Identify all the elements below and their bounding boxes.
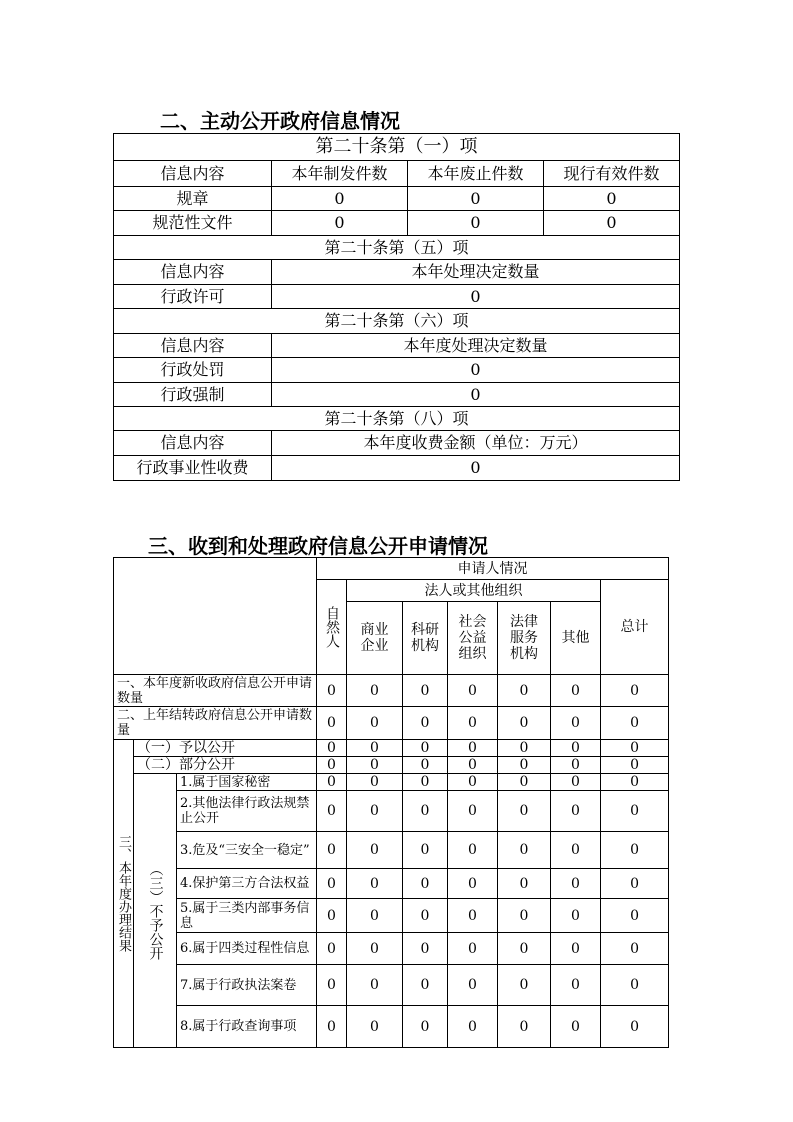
cell-value: 0 xyxy=(551,757,601,774)
cell-value: 0 xyxy=(551,899,601,933)
cell-value: 0 xyxy=(347,757,403,774)
row-label: 规范性文件 xyxy=(114,211,272,236)
cell-value: 0 xyxy=(601,707,669,740)
col-header: 本年处理决定数量 xyxy=(272,260,680,285)
row-label: 规章 xyxy=(114,187,272,211)
cell-value: 0 xyxy=(498,740,551,757)
col-header: 信息内容 xyxy=(114,431,272,456)
col-header: 科研机构 xyxy=(403,602,448,675)
cell-value: 0 xyxy=(448,757,498,774)
natural-person-header: 自然人 xyxy=(317,580,347,675)
col-header: 本年度收费金额（单位：万元） xyxy=(272,431,680,456)
cell-value: 0 xyxy=(317,757,347,774)
cell-value: 0 xyxy=(317,965,347,1006)
cell-value: 0 xyxy=(448,774,498,791)
cell-value: 0 xyxy=(448,933,498,965)
cell-value: 0 xyxy=(347,1006,403,1048)
applicant-header: 申请人情况 xyxy=(317,558,669,580)
cell-value: 0 xyxy=(551,774,601,791)
col-header: 现行有效件数 xyxy=(544,161,680,187)
cell-value: 0 xyxy=(272,456,680,481)
col-header: 本年度处理决定数量 xyxy=(272,334,680,358)
cell-value: 0 xyxy=(544,211,680,236)
row-label: 5.属于三类内部事务信息 xyxy=(177,899,317,933)
cell-value: 0 xyxy=(551,707,601,740)
row-label: 二、上年结转政府信息公开申请数量 xyxy=(114,707,317,740)
cell-value: 0 xyxy=(317,1006,347,1048)
cell-value: 0 xyxy=(317,869,347,899)
cell-value: 0 xyxy=(347,965,403,1006)
cell-value: 0 xyxy=(403,899,448,933)
cell-value: 0 xyxy=(403,933,448,965)
cell-value: 0 xyxy=(347,791,403,832)
cell-value: 0 xyxy=(403,791,448,832)
col-header: 本年制发件数 xyxy=(272,161,408,187)
cell-value: 0 xyxy=(403,774,448,791)
application-table xyxy=(113,557,669,1048)
result-group-label: 三、本年度办理结果 xyxy=(114,740,134,1048)
row-label: （二）部分公开 xyxy=(134,757,317,774)
art20-5-title: 第二十条第（五）项 xyxy=(114,236,680,260)
cell-value: 0 xyxy=(347,774,403,791)
row-label: 6.属于四类过程性信息 xyxy=(177,933,317,965)
cell-value: 0 xyxy=(317,832,347,869)
col-header: 社会公益组织 xyxy=(448,602,498,675)
cell-value: 0 xyxy=(448,740,498,757)
cell-value: 0 xyxy=(272,383,680,407)
col-header: 本年废止件数 xyxy=(408,161,544,187)
cell-value: 0 xyxy=(601,899,669,933)
cell-value: 0 xyxy=(498,869,551,899)
cell-value: 0 xyxy=(498,832,551,869)
row-label: 7.属于行政执法案卷 xyxy=(177,965,317,1006)
col-header: 商业企业 xyxy=(347,602,403,675)
cell-value: 0 xyxy=(347,869,403,899)
col-header: 信息内容 xyxy=(114,334,272,358)
cell-value: 0 xyxy=(551,965,601,1006)
cell-value: 0 xyxy=(601,832,669,869)
cell-value: 0 xyxy=(448,965,498,1006)
cell-value: 0 xyxy=(347,675,403,707)
cell-value: 0 xyxy=(601,1006,669,1048)
cell-value: 0 xyxy=(272,211,408,236)
col-header: 其他 xyxy=(551,602,601,675)
cell-value: 0 xyxy=(601,791,669,832)
cell-value: 0 xyxy=(347,899,403,933)
cell-value: 0 xyxy=(551,1006,601,1048)
total-header: 总计 xyxy=(601,580,669,675)
col-header: 信息内容 xyxy=(114,161,272,187)
col-header: 法律服务机构 xyxy=(498,602,551,675)
cell-value: 0 xyxy=(448,899,498,933)
cell-value: 0 xyxy=(403,757,448,774)
cell-value: 0 xyxy=(551,869,601,899)
cell-value: 0 xyxy=(403,869,448,899)
cell-value: 0 xyxy=(498,1006,551,1048)
row-label: 8.属于行政查询事项 xyxy=(177,1006,317,1048)
cell-value: 0 xyxy=(601,933,669,965)
cell-value: 0 xyxy=(272,285,680,309)
cell-value: 0 xyxy=(448,869,498,899)
row-label: 3.危及“三安全一稳定” xyxy=(177,832,317,869)
cell-value: 0 xyxy=(317,774,347,791)
cell-value: 0 xyxy=(601,869,669,899)
cell-value: 0 xyxy=(408,187,544,211)
cell-value: 0 xyxy=(498,965,551,1006)
cell-value: 0 xyxy=(403,707,448,740)
cell-value: 0 xyxy=(601,774,669,791)
row-label: 行政处罚 xyxy=(114,358,272,383)
cell-value: 0 xyxy=(448,1006,498,1048)
cell-value: 0 xyxy=(317,933,347,965)
cell-value: 0 xyxy=(408,211,544,236)
row-label: 1.属于国家秘密 xyxy=(177,774,317,791)
cell-value: 0 xyxy=(317,899,347,933)
cell-value: 0 xyxy=(347,933,403,965)
cell-value: 0 xyxy=(272,187,408,211)
cell-value: 0 xyxy=(403,965,448,1006)
not-open-group-label: （三）不予公开 xyxy=(134,774,177,1048)
cell-value: 0 xyxy=(347,707,403,740)
cell-value: 0 xyxy=(317,740,347,757)
cell-value: 0 xyxy=(551,675,601,707)
cell-value: 0 xyxy=(601,757,669,774)
art20-6-title: 第二十条第（六）项 xyxy=(114,309,680,334)
cell-value: 0 xyxy=(317,791,347,832)
cell-value: 0 xyxy=(498,707,551,740)
section3-heading: 三、收到和处理政府信息公开申请情况 xyxy=(148,534,488,558)
proactive-disclosure-table xyxy=(113,133,680,481)
cell-value: 0 xyxy=(317,707,347,740)
cell-value: 0 xyxy=(448,791,498,832)
cell-value: 0 xyxy=(272,358,680,383)
art20-1-title: 第二十条第（一）项 xyxy=(114,134,680,161)
cell-value: 0 xyxy=(403,1006,448,1048)
cell-value: 0 xyxy=(448,832,498,869)
row-label: 4.保护第三方合法权益 xyxy=(177,869,317,899)
art20-8-title: 第二十条第（八）项 xyxy=(114,407,680,431)
cell-value: 0 xyxy=(403,832,448,869)
row-label: 行政许可 xyxy=(114,285,272,309)
cell-value: 0 xyxy=(403,675,448,707)
legal-entity-header: 法人或其他组织 xyxy=(347,580,601,602)
row-label: 一、本年度新收政府信息公开申请数量 xyxy=(114,675,317,707)
cell-value: 0 xyxy=(551,832,601,869)
cell-value: 0 xyxy=(551,933,601,965)
cell-value: 0 xyxy=(544,187,680,211)
section2-heading: 二、主动公开政府信息情况 xyxy=(160,109,400,133)
cell-value: 0 xyxy=(317,675,347,707)
cell-value: 0 xyxy=(601,965,669,1006)
cell-value: 0 xyxy=(403,740,448,757)
cell-value: 0 xyxy=(448,707,498,740)
col-header: 信息内容 xyxy=(114,260,272,285)
cell-value: 0 xyxy=(498,774,551,791)
row-label: 行政强制 xyxy=(114,383,272,407)
row-label: 2.其他法律行政法规禁止公开 xyxy=(177,791,317,832)
cell-value: 0 xyxy=(347,740,403,757)
row-label: （一）予以公开 xyxy=(134,740,317,757)
cell-value: 0 xyxy=(448,675,498,707)
row-label: 行政事业性收费 xyxy=(114,456,272,481)
cell-value: 0 xyxy=(498,933,551,965)
cell-value: 0 xyxy=(498,791,551,832)
cell-value: 0 xyxy=(601,675,669,707)
cell-value: 0 xyxy=(347,832,403,869)
cell-value: 0 xyxy=(601,740,669,757)
cell-value: 0 xyxy=(498,757,551,774)
cell-value: 0 xyxy=(551,740,601,757)
cell-value: 0 xyxy=(498,899,551,933)
cell-value: 0 xyxy=(551,791,601,832)
cell-value: 0 xyxy=(498,675,551,707)
corner-cell xyxy=(114,558,317,675)
